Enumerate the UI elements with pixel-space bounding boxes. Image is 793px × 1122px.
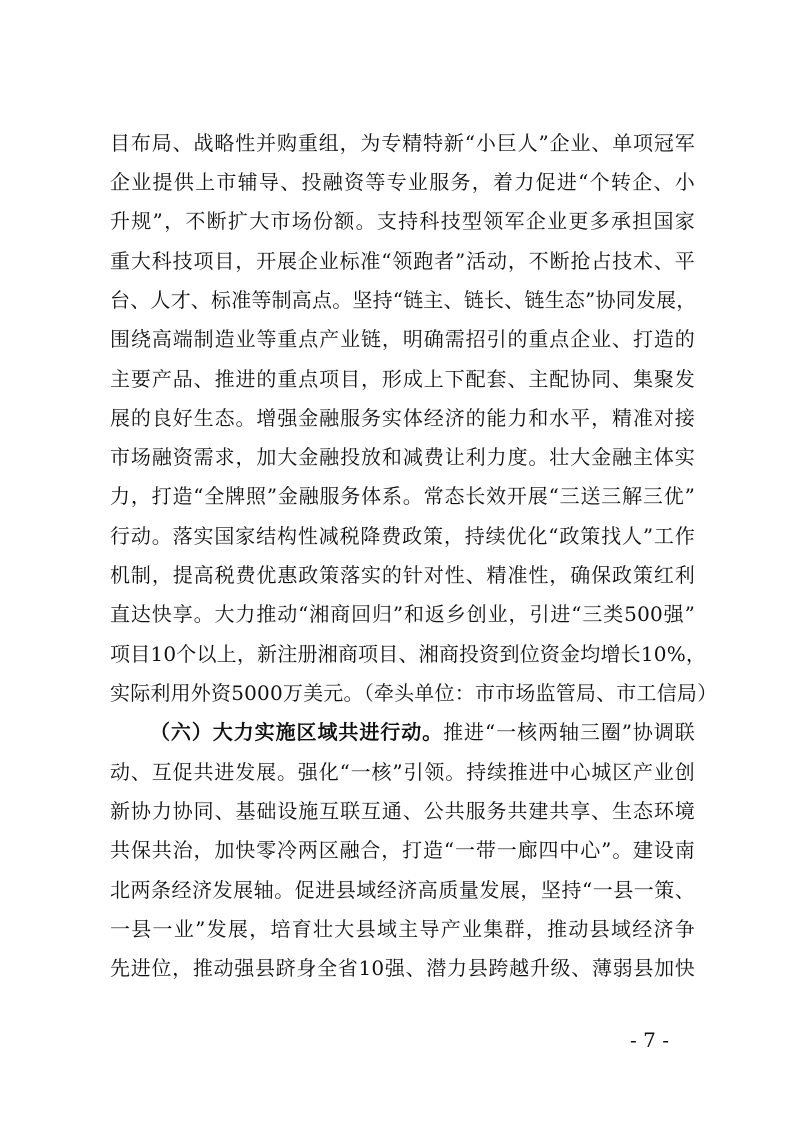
text-line: 动、互促共进发展。强化“一核”引领。持续推进中心城区产业创 [110, 760, 695, 784]
text-line: 项目10个以上，新注册湘商项目、湘商投资到位资金均增长10%， [110, 642, 707, 666]
text-line: 北两条经济发展轴。促进县域经济高质量发展，坚持“一县一策、 [110, 878, 695, 902]
text-run: 推进“一核两轴三圈”协调联 [443, 720, 695, 744]
text-line: 台、人才、标准等制高点。坚持“链主、链长、链生态”协同发展， [110, 288, 697, 312]
text-line: 新协力协同、基础设施互联互通、公共服务共建共享、生态环境 [110, 799, 695, 823]
text-line: 直达快享。大力推动“湘商回归”和返乡创业，引进“三类500强” [110, 602, 695, 626]
section-heading: （六）大力实施区域共进行动。 [150, 720, 444, 744]
text-line: 市场融资需求，加大金融投放和减费让利力度。壮大金融主体实 [110, 445, 695, 469]
page-number: - 7 - [630, 1028, 669, 1052]
text-line: 行动。落实国家结构性减税降费政策，持续优化“政策找人”工作 [110, 524, 695, 548]
text-line: 展的良好生态。增强金融服务实体经济的能力和水平，精准对接 [110, 406, 695, 430]
text-line: 主要产品、推进的重点项目，形成上下配套、主配协同、集聚发 [110, 367, 695, 391]
text-line: 共保共治，加快零冷两区融合，打造“一带一廊四中心”。建设南 [110, 838, 695, 862]
text-line: 实际利用外资5000万美元。（牵头单位：市市场监管局、市工信局） [110, 681, 718, 705]
text-line: 力，打造“全牌照”金融服务体系。常态长效开展“三送三解三优” [110, 484, 695, 508]
text-line: 机制，提高税费优惠政策落实的针对性、精准性，确保政策红利 [110, 563, 695, 587]
text-line: 升规”，不断扩大市场份额。支持科技型领军企业更多承担国家 [110, 209, 695, 233]
text-line: 围绕高端制造业等重点产业链，明确需招引的重点企业、打造的 [110, 327, 695, 351]
text-line: 一县一业”发展，培育壮大县域主导产业集群，推动县域经济争 [110, 917, 695, 941]
text-line [150, 717, 695, 747]
text-line: 重大科技项目，开展企业标准“领跑者”活动，不断抢占技术、平 [110, 249, 695, 273]
text-line: 企业提供上市辅导、投融资等专业服务，着力促进“个转企、小 [110, 170, 695, 194]
text-line: 先进位，推动强县跻身全省10强、潜力县跨越升级、薄弱县加快 [110, 956, 695, 980]
text-line: 目布局、战略性并购重组，为专精特新“小巨人”企业、单项冠军 [110, 131, 695, 155]
